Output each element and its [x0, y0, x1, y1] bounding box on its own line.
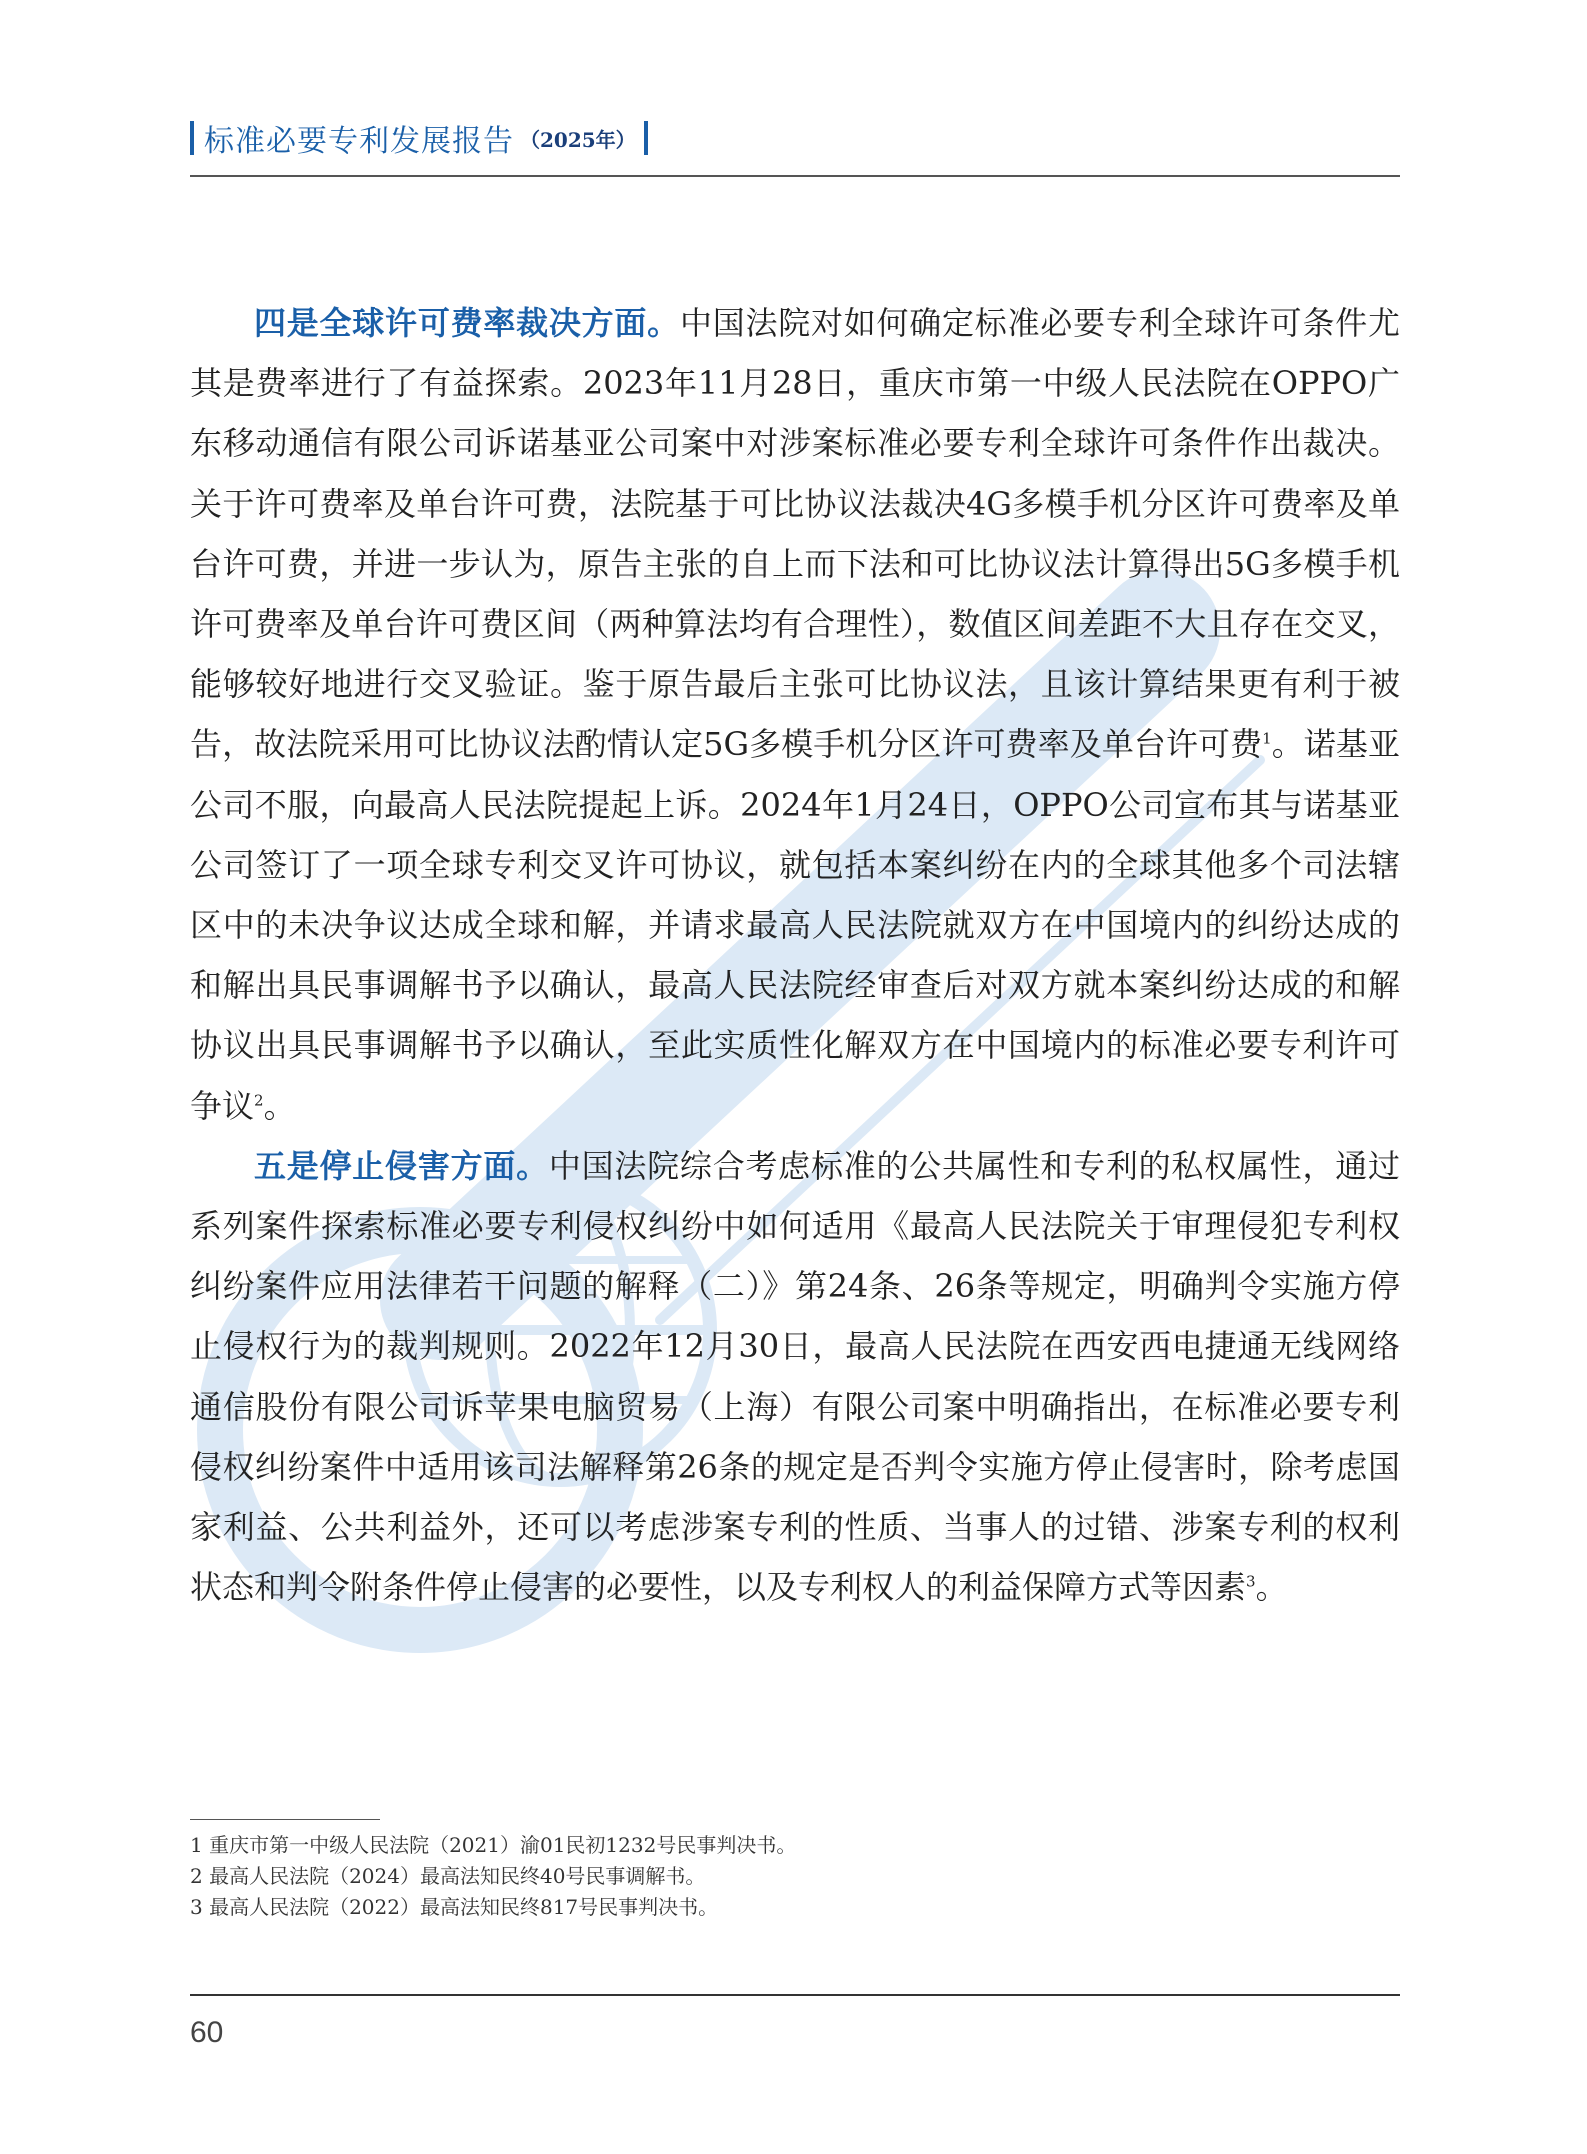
footnote-item: 3 最高人民法院（2022）最高法知民终817号民事判决书。: [190, 1895, 719, 1919]
paragraph-global-royalty: [190, 293, 1400, 1136]
report-title: 标准必要专利发展报告: [204, 124, 514, 159]
section-lead-injunction: 五是停止侵害方面。: [254, 1146, 549, 1185]
header-right-bar: [644, 121, 648, 155]
paragraph-text: 中国法院综合考虑标准的公共属性和专利的私权属性，通过系列案件探索标准必要专利侵权纠纷中如何适用《最高人民法院关于审理侵犯专利权纠纷案件应用法律若干问题的解释（二）》第24条、26条等规定，明确判令实施方停止侵权行为的裁判规则。2022年12月30日，最高人民法院在西安西电捷通无线网络通信股份有限公司诉苹果电脑贸易（上海）有限公司案中明确指出，在标准必要专利侵权纠纷案件中适用该司法解释第26条的规定是否判令实施方停止侵害时，除考虑国家利益、公共利益外，还可以考虑涉案专利的性质、当事人的过错、涉案专利的权利状态和判令附条件停止侵害的必要性，以及专利权人的利益保障方式等因素: [190, 1146, 1400, 1607]
footnote-ref[interactable]: 3: [1246, 1572, 1256, 1591]
paragraph-injunction: [190, 1136, 1400, 1618]
report-year: （2025年）: [520, 127, 636, 152]
footnote-divider: [190, 1819, 380, 1820]
paragraph-text: 。: [1255, 1568, 1288, 1607]
main-text: [190, 293, 1400, 1617]
section-lead-global-royalty: 四是全球许可费率裁决方面。: [254, 304, 680, 342]
footnote-item: 1 重庆市第一中级人民法院（2021）渝01民初1232号民事判决书。: [190, 1833, 797, 1857]
footer-rule: [190, 1994, 1400, 1996]
footnote-item: 2 最高人民法院（2024）最高法知民终40号民事调解书。: [190, 1864, 706, 1888]
footnote-ref[interactable]: 1: [1262, 729, 1272, 748]
running-header: [190, 118, 648, 158]
paragraph-text: 。: [263, 1086, 296, 1125]
footnote-ref[interactable]: 2: [254, 1090, 264, 1109]
page-number: 60: [190, 2016, 224, 2049]
header-rule: [190, 175, 1400, 177]
paragraph-text: 。诺基亚公司不服，向最高人民法院提起上诉。2024年1月24日，OPPO公司宣布其与诺基亚公司签订了一项全球专利交叉许可协议，就包括本案纠纷在内的全球其他多个司法辖区中的未决争议达成全球和解，并请求最高人民法院就双方在中国境内的纠纷达成的和解出具民事调解书予以确认，最高人民法院经审查后对双方就本案纠纷达成的和解协议出具民事调解书予以确认，至此实质性化解双方在中国境内的标准必要专利许可争议: [190, 725, 1400, 1125]
footnotes: [190, 1830, 1400, 1923]
header-left-bar: [190, 121, 194, 155]
paragraph-text: 中国法院对如何确定标准必要专利全球许可条件尤其是费率进行了有益探索。2023年11月28日，重庆市第一中级人民法院在OPPO广东移动通信有限公司诉诺基亚公司案中对涉案标准必要专利全球许可条件作出裁决。关于许可费率及单台许可费，法院基于可比协议法裁决4G多模手机分区许可费率及单台许可费，并进一步认为，原告主张的自上而下法和可比协议法计算得出5G多模手机许可费率及单台许可费区间（两种算法均有合理性），数值区间差距不大且存在交叉，能够较好地进行交叉验证。鉴于原告最后主张可比协议法，且该计算结果更有利于被告，故法院采用可比协议法酌情认定5G多模手机分区许可费率及单台许可费: [190, 304, 1400, 764]
